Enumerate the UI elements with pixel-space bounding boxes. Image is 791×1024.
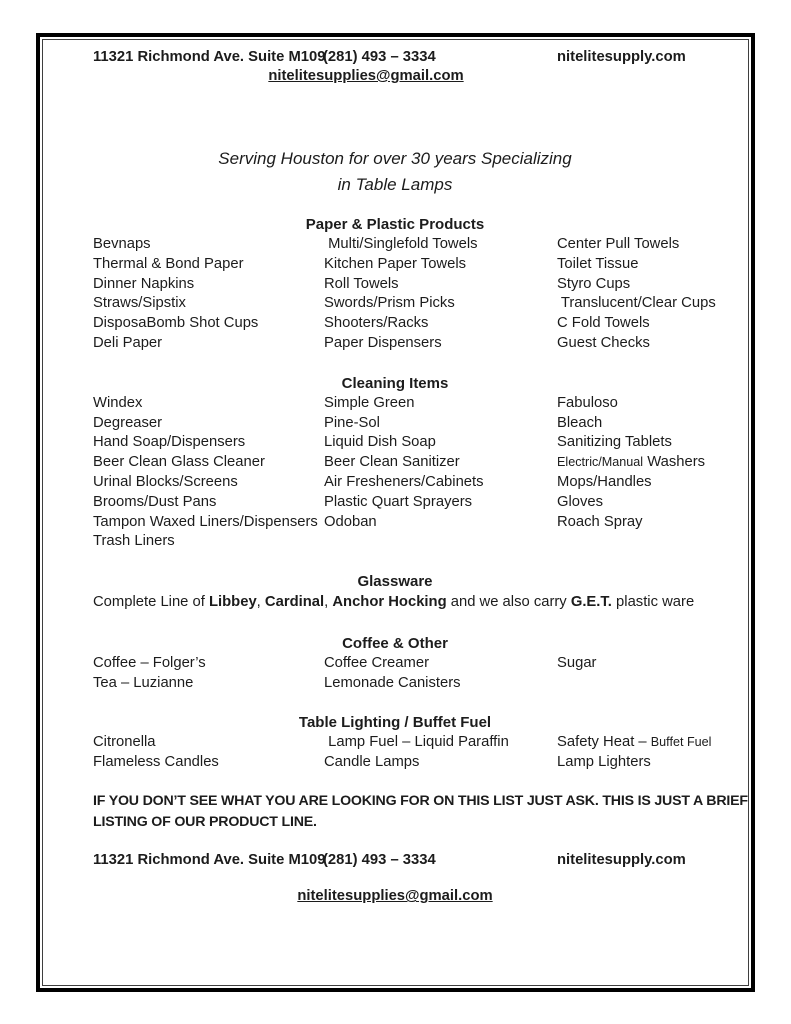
section-heading-table-lighting: Table Lighting / Buffet Fuel: [298, 713, 492, 731]
brand-name: Cardinal: [264, 594, 325, 611]
tagline: [43, 146, 747, 198]
list-item: [324, 532, 557, 552]
brand-name: G.E.T.: [570, 594, 612, 611]
brand-name: Libbey: [208, 594, 257, 611]
list-item: Electric/Manual Washers: [557, 454, 706, 471]
list-item: Lamp Fuel – Liquid Paraffin: [324, 733, 509, 750]
list-item: Fabuloso: [557, 394, 618, 411]
footer: [43, 852, 747, 870]
page-border-inner-line: [42, 39, 749, 986]
list-item: Tampon Waxed Liners/Dispensers: [93, 513, 318, 530]
list-item: Degreaser: [93, 414, 163, 431]
list-item: Beer Clean Sanitizer: [324, 454, 460, 471]
notice-line-2: LISTING OF OUR PRODUCT LINE.: [93, 813, 317, 830]
list-item: Beer Clean Glass Cleaner: [93, 454, 265, 471]
footer-website: nitelitesupply.com: [557, 852, 686, 869]
list-item: Sanitizing Tablets: [557, 434, 672, 451]
list-item: [557, 532, 747, 552]
header-website: nitelitesupply.com: [557, 49, 686, 65]
list-item: Air Fresheners/Cabinets: [324, 473, 484, 490]
header-address: 11321 Richmond Ave. Suite M109: [93, 49, 326, 65]
list-item: Urinal Blocks/Screens: [93, 473, 238, 490]
list-item: Roll Towels: [324, 275, 399, 292]
list-item: [557, 674, 747, 694]
section-list-table-lighting: [93, 733, 747, 773]
header-phone: (281) 493 – 3334: [323, 49, 436, 65]
list-item: Shooters/Racks: [324, 315, 429, 332]
section-list-cleaning: [93, 394, 747, 552]
footer-phone: (281) 493 – 3334: [323, 852, 436, 869]
page-border: [36, 33, 755, 992]
list-item: Bevnaps: [93, 236, 151, 252]
list-item: C Fold Towels: [557, 315, 650, 332]
section-heading-glassware: Glassware: [357, 573, 433, 591]
list-item: Multi/Singlefold Towels: [324, 236, 478, 252]
section-heading-cleaning: Cleaning Items: [341, 374, 449, 392]
list-item: Swords/Prism Picks: [324, 295, 455, 312]
list-item: Sugar: [557, 655, 597, 672]
list-item: Plastic Quart Sprayers: [324, 493, 473, 510]
list-item: Kitchen Paper Towels: [324, 255, 467, 272]
section-list-coffee-other: [93, 654, 747, 694]
list-item: Roach Spray: [557, 513, 643, 530]
section-list-paper-plastic: [93, 235, 747, 354]
glassware-description: [93, 592, 747, 613]
list-item: Pine-Sol: [324, 414, 380, 431]
list-item: Safety Heat – Buffet Fuel: [557, 733, 712, 750]
list-item: Citronella: [93, 733, 156, 750]
text-segment: and we also carry: [446, 594, 571, 611]
tagline-line-1: Serving Houston for over 30 years Specializing: [218, 149, 572, 168]
list-item: Liquid Dish Soap: [324, 434, 436, 451]
list-item: Brooms/Dust Pans: [93, 493, 217, 510]
list-item: Flameless Candles: [93, 753, 219, 770]
footer-email-row: [43, 887, 747, 905]
list-item: Windex: [93, 394, 143, 411]
notice-line-1: IF YOU DON’T SEE WHAT YOU ARE LOOKING FOR ON THIS LIST JUST ASK. THIS IS JUST A BRIEF: [93, 793, 748, 810]
text-segment: Complete Line of: [93, 594, 209, 611]
notice: [93, 791, 747, 832]
list-item: Coffee Creamer: [324, 655, 429, 672]
footer-email-link[interactable]: nitelitesupplies@gmail.com: [297, 888, 493, 905]
header-email-row: [43, 67, 747, 85]
tagline-line-2: in Table Lamps: [337, 175, 453, 194]
list-item: Paper Dispensers: [324, 334, 442, 351]
list-item: Trash Liners: [93, 533, 175, 550]
list-item: Simple Green: [324, 394, 415, 411]
list-item: Hand Soap/Dispensers: [93, 434, 246, 451]
header-email-link[interactable]: nitelitesupplies@gmail.com: [268, 68, 464, 84]
section-heading-coffee-other: Coffee & Other: [342, 635, 448, 653]
list-item: Guest Checks: [557, 334, 650, 351]
list-item: Deli Paper: [93, 334, 163, 351]
list-item: Translucent/Clear Cups: [557, 295, 716, 312]
list-item: Thermal & Bond Paper: [93, 255, 244, 272]
list-item: Candle Lamps: [324, 753, 420, 770]
text-segment: ,: [324, 594, 333, 611]
list-item: DisposaBomb Shot Cups: [93, 315, 259, 332]
list-item: Bleach: [557, 414, 603, 431]
header: [43, 49, 747, 67]
brand-name: Anchor Hocking: [332, 594, 447, 611]
list-item: Straws/Sipstix: [93, 295, 186, 312]
list-item: Lamp Lighters: [557, 753, 651, 770]
text-segment: plastic ware: [611, 594, 695, 611]
list-item: Center Pull Towels: [557, 236, 680, 252]
section-heading-paper-plastic: Paper & Plastic Products: [305, 216, 485, 233]
list-item: Coffee – Folger’s: [93, 655, 206, 672]
list-item: Odoban: [324, 513, 377, 530]
list-item: Toilet Tissue: [557, 255, 639, 272]
footer-address: 11321 Richmond Ave. Suite M109: [93, 852, 326, 869]
list-item: Gloves: [557, 493, 604, 510]
list-item: Styro Cups: [557, 275, 631, 292]
list-item: Mops/Handles: [557, 473, 652, 490]
list-item: Tea – Luzianne: [93, 674, 194, 691]
list-item: Dinner Napkins: [93, 275, 195, 292]
page-content: [43, 40, 747, 985]
text-segment: ,: [256, 594, 265, 611]
list-item: Lemonade Canisters: [324, 674, 461, 691]
